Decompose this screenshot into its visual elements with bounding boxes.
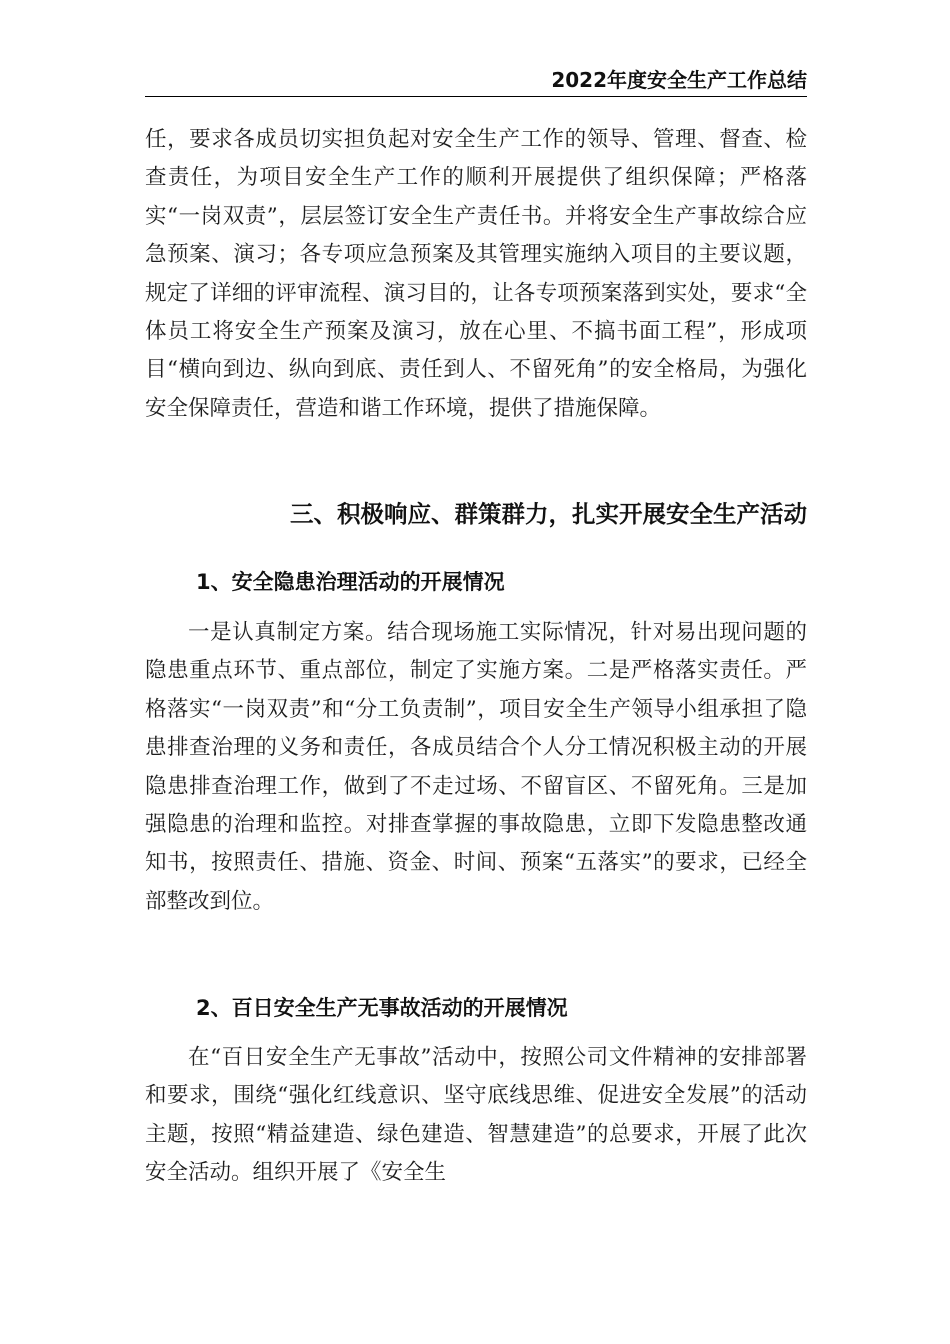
subsection-heading-hundred-days: 2、百日安全生产无事故活动的开展情况 [196, 996, 568, 1020]
continued-paragraph: 任，要求各成员切实担负起对安全生产工作的领导、管理、督查、检查责任，为项目安全生产工作的顺利开展提供了组织保障；严格落实“一岗双责”，层层签订安全生产责任书。并将安全生产事故综合应急预案、演习；各专项应急预案及其管理实施纳入项目的主要议题，规定了详细的评审流程、演习目的，让各专项预案落到实处，要求“全体员工将安全生产预案及演习，放在心里、不搞书面工程”，形成项目“横向到边、纵向到底、责任到人、不留死角”的安全格局，为强化安全保障责任，营造和谐工作环境，提供了措施保障。 [145, 127, 807, 421]
running-header-title: 2022年度安全生产工作总结 [145, 64, 807, 97]
section-heading: 三、积极响应、群策群力，扎实开展安全生产活动 [290, 500, 807, 528]
hazard-governance-paragraph: 一是认真制定方案。结合现场施工实际情况，针对易出现问题的隐患重点环节、重点部位，制定了实施方案。二是严格落实责任。严格落实“一岗双责”和“分工负责制”，项目安全生产领导小组承担了隐患排查治理的义务和责任，各成员结合个人分工情况积极主动的开展隐患排查治理工作，做到了不走过场、不留盲区、不留死角。三是加强隐患的治理和监控。对排查掌握的事故隐患，立即下发隐患整改通知书，按照责任、措施、资金、时间、预案“五落实”的要求，已经全部整改到位。 [145, 620, 807, 914]
hundred-days-paragraph: 在“百日安全生产无事故”活动中，按照公司文件精神的安排部署和要求，围绕“强化红线意识、坚守底线思维、促进安全发展”的活动主题，按照“精益建造、绿色建造、智慧建造”的总要求，开展了此次安全活动。组织开展了《安全生 [145, 1045, 807, 1186]
subsection-heading-hazard-governance: 1、安全隐患治理活动的开展情况 [196, 570, 505, 594]
